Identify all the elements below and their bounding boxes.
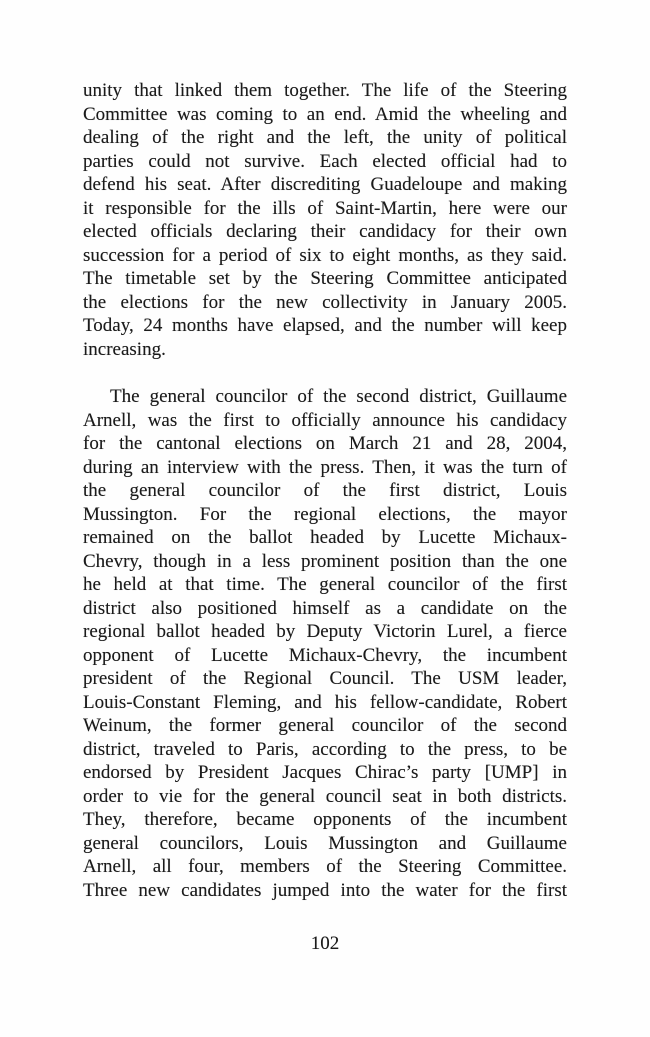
text-line: increasing. (83, 338, 166, 360)
text-line: district also positioned himself as a candidate on the (83, 597, 567, 619)
page-text (83, 79, 567, 902)
paragraph (83, 385, 567, 902)
text-line: Mussington. For the regional elections, the mayor (83, 503, 567, 525)
text-line: the elections for the new collectivity in January 2005. (83, 291, 567, 313)
text-line: president of the Regional Council. The USM leader, (83, 668, 567, 689)
text-line: They, therefore, became opponents of the incumbent (83, 809, 567, 830)
text-line: dealing of the right and the left, the unity of political (83, 127, 567, 148)
text-line: defend his seat. After discrediting Guadeloupe and making (83, 174, 567, 195)
text-line: unity that linked them together. The life of the Steering (83, 80, 567, 101)
text-line: Chevry, though in a less prominent position than the one (83, 550, 567, 572)
text-line: parties could not survive. Each elected official had to (83, 150, 567, 172)
text-line: the general councilor of the first district, Louis (83, 480, 567, 501)
text-line: The general councilor of the second district, Guillaume (110, 386, 567, 407)
page-number: 102 (310, 933, 340, 954)
text-line: during an interview with the press. Then, it was the turn of (83, 456, 567, 478)
text-line: order to vie for the general council seat in both districts. (83, 785, 567, 807)
text-line: district, traveled to Paris, according to the press, to be (83, 738, 567, 760)
text-line: he held at that time. The general councilor of the first (83, 574, 567, 595)
text-line: Arnell, was the first to officially announce his candidacy (83, 409, 567, 431)
text-line: Weinum, the former general councilor of the second (83, 715, 567, 736)
text-line: The timetable set by the Steering Committee anticipated (83, 268, 567, 289)
text-line: endorsed by President Jacques Chirac’s party [UMP] in (83, 762, 567, 783)
text-line: opponent of Lucette Michaux-Chevry, the incumbent (83, 644, 567, 666)
text-line: Three new candidates jumped into the water for the first (83, 879, 567, 901)
text-line: it responsible for the ills of Saint-Martin, here were our (83, 197, 567, 219)
text-line: regional ballot headed by Deputy Victorin Lurel, a fierce (83, 621, 567, 642)
text-line: for the cantonal elections on March 21 and 28, 2004, (83, 433, 567, 454)
text-line: remained on the ballot headed by Lucette Michaux- (83, 527, 567, 548)
text-line: elected officials declaring their candidacy for their own (83, 221, 567, 242)
text-line: Today, 24 months have elapsed, and the number will keep (83, 315, 567, 336)
paragraph (83, 79, 567, 361)
text-line: general councilors, Louis Mussington and Guillaume (83, 832, 567, 854)
text-line: succession for a period of six to eight months, as they said. (83, 244, 567, 266)
text-line: Arnell, all four, members of the Steering Committee. (83, 856, 567, 877)
text-line: Committee was coming to an end. Amid the wheeling and (83, 103, 567, 125)
text-line: Louis-Constant Fleming, and his fellow-candidate, Robert (83, 691, 567, 713)
